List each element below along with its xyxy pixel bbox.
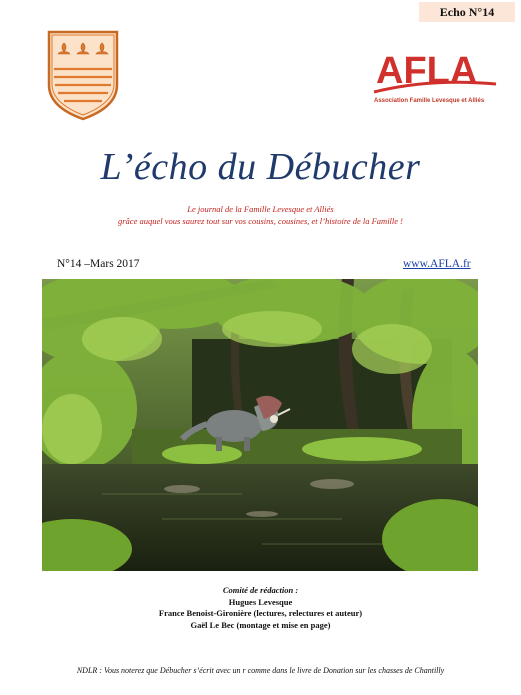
committee-member: Gaël Le Bec (montage et mise en page)	[190, 619, 331, 630]
issue-tag: Echo N°14	[419, 2, 515, 22]
editor-note: NDLR : Vous noterez que Débucher s’écrit avec un r comme dans le livre de Donation sur les chasses de Chantilly	[76, 666, 445, 675]
family-crest-icon	[46, 29, 120, 121]
forest-pond-dinosaur-image	[42, 279, 478, 571]
issue-number-date: N°14 –Mars 2017	[57, 258, 140, 270]
editorial-committee	[0, 585, 521, 631]
page-title: L’écho du Débucher	[100, 146, 421, 188]
afla-tagline: Association Famille Levesque et Alliés	[374, 98, 485, 104]
committee-heading: Comité de rédaction :	[222, 585, 299, 595]
subtitle-line-2: grâce auquel vous saurez tout sur vos cousins, cousines, et l’histoire de la Famille !	[117, 216, 404, 226]
cover-photo	[42, 279, 478, 571]
committee-member: France Benoist-Gironière (lectures, relectures et auteur)	[158, 608, 363, 618]
afla-logo-text: AFLA	[376, 50, 478, 92]
subtitle	[0, 203, 521, 227]
subtitle-line-1: Le journal de la Famille Levesque et Alliés	[187, 204, 334, 214]
website-link[interactable]: www.AFLA.fr	[403, 258, 471, 270]
committee-member: Hugues Levesque	[228, 596, 293, 607]
